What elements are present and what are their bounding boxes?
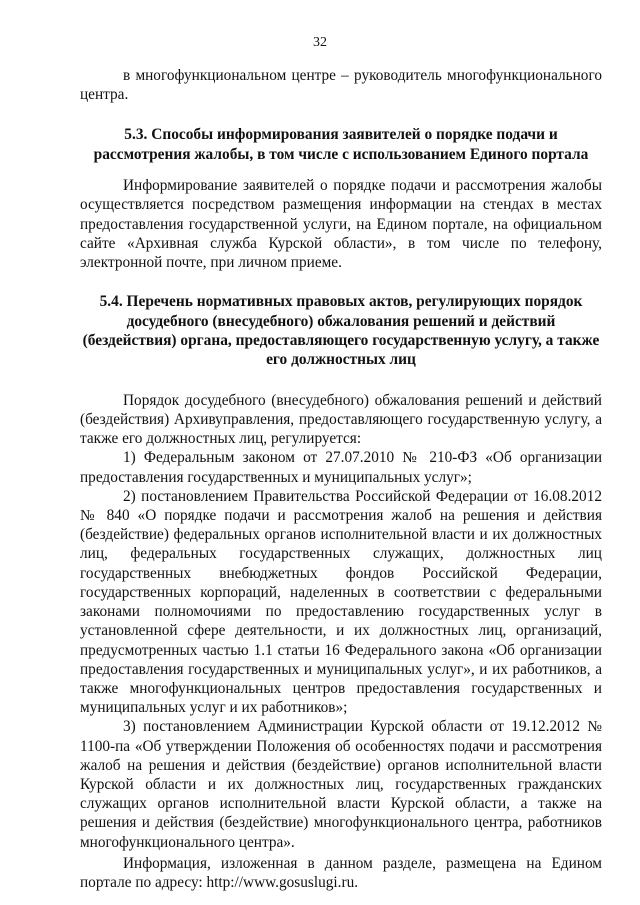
- section-5-4-intro: Порядок досудебного (внесудебного) обжалования решений и действий (бездействия) Архивуправления, предоставляющего государственную услугу, а также его должностных лиц, регулируется:: [80, 391, 602, 448]
- portal-information-paragraph: Информация, изложенная в данном разделе, размещена на Едином портале по адресу: http://www.gosuslugi.ru.: [80, 854, 602, 891]
- continuation-paragraph: в многофункциональном центре – руководитель многофункционального центра.: [80, 67, 602, 104]
- page-number: 32: [313, 35, 327, 50]
- legal-act-item-2: 2) постановлением Правительства Российской Федерации от 16.08.2012 № 840 «О порядке подачи и рассмотрения жалоб на решения и действия (бездействие) федеральных органов исполнительной власти и их должностных лиц, федеральных государственных служащих, должностных лиц государственных внебюджетных фондов Российской Федерации, государственных корпораций, наделенных в соответствии с федеральными законами полномочиями по предоставлению государственных услуг в установленной сфере деятельности, и их должностных лиц, организаций, предусмотренных частью 1.1 статьи 16 Федерального закона «Об организации предоставления государственных и муниципальных услуг», и их работников, а также многофункциональных центров предоставления государственных и муниципальных услуг и их работников»;: [80, 487, 602, 717]
- document-content: [80, 66, 602, 892]
- section-5-4-heading: 5.4. Перечень нормативных правовых актов, регулирующих порядок досудебного (внесудебного) обжалования решений и действий (бездействия) органа, предоставляющего государственную услугу, а также его должностных лиц: [82, 293, 600, 369]
- legal-act-item-3: 3) постановлением Администрации Курской области от 19.12.2012 № 1100-па «Об утверждении Положения об особенностях подачи и рассмотрения жалоб на решения и действия (бездействие) органов исполнительной власти Курской области и их должностных лиц, государственных гражданских служащих органов исполнительной власти Курской области, а также на решения и действия (бездействие) многофункционального центра, работников многофункционального центра».: [80, 718, 602, 851]
- section-5-3-heading: 5.3. Способы информирования заявителей о порядке подачи и рассмотрения жалобы, в том числе с использованием Единого портала: [93, 126, 589, 163]
- legal-act-item-1: 1) Федеральным законом от 27.07.2010 № 210-ФЗ «Об организации предоставления государственных и муниципальных услуг»;: [80, 449, 602, 486]
- section-5-3-paragraph: Информирование заявителей о порядке подачи и рассмотрения жалобы осуществляется посредством размещения информации на стендах в местах предоставления государственной услуги, на Едином портале, на официальном сайте «Архивная служба Курской области», в том числе по телефону, электронной почте, при личном приеме.: [80, 177, 602, 272]
